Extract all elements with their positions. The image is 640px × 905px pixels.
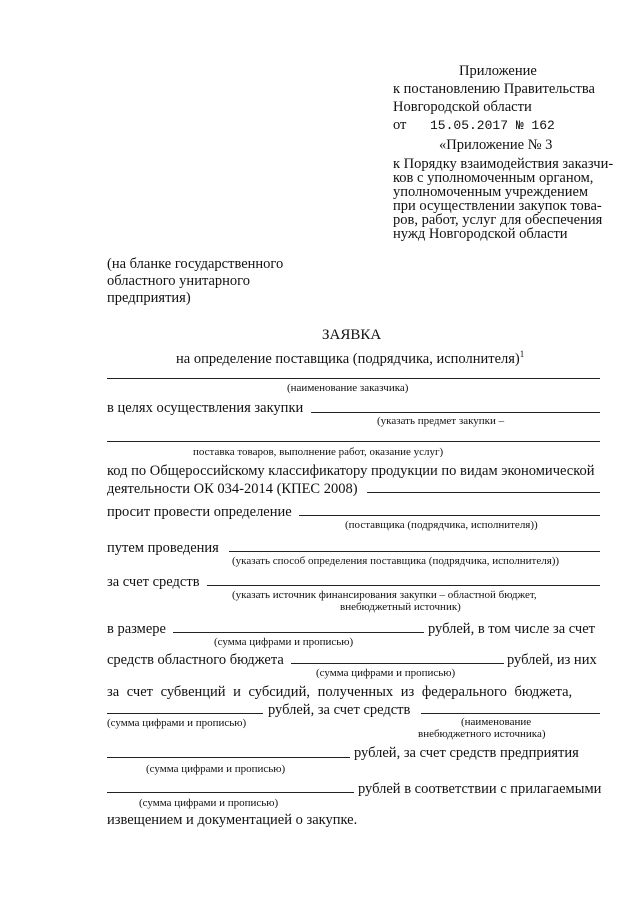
subject-underline-2 bbox=[107, 441, 600, 442]
okpd-underline bbox=[367, 492, 600, 493]
subject-hint: (указать предмет закупки – bbox=[377, 415, 505, 427]
funds-hint-2: внебюджетный источник) bbox=[340, 601, 461, 613]
decree-line: к постановлению Правительства bbox=[393, 81, 595, 97]
procedure-line: нужд Новгородской области bbox=[393, 226, 568, 242]
subject-underline bbox=[311, 412, 600, 413]
blank-note-line: (на бланке государственного bbox=[107, 256, 284, 272]
appendix-label: Приложение bbox=[459, 63, 537, 79]
blank-note-line: предприятия) bbox=[107, 290, 191, 306]
supplier-hint: (поставщика (подрядчика, исполнителя)) bbox=[345, 519, 538, 531]
customer-underline bbox=[107, 378, 600, 379]
from-label: от bbox=[393, 117, 407, 133]
method-underline bbox=[229, 551, 600, 552]
procedure-line: ров, работ, услуг для обеспечения bbox=[393, 212, 603, 228]
document-title: ЗАЯВКА bbox=[322, 327, 382, 343]
supplier-underline bbox=[299, 515, 600, 516]
regional-label: средств областного бюджета bbox=[107, 652, 284, 668]
blank-note-line: областного унитарного bbox=[107, 273, 250, 289]
okpd-line-1: код по Общероссийскому классификатору продукции по видам экономической bbox=[107, 463, 595, 479]
purpose-label: в целях осуществления закупки bbox=[107, 400, 304, 416]
subject-hint-2: поставка товаров, выполнение работ, оказание услуг) bbox=[193, 446, 444, 458]
funds-underline bbox=[207, 585, 600, 586]
procedure-line: к Порядку взаимодействия заказчи- bbox=[393, 156, 614, 172]
rub-from-label: рублей, за счет средств bbox=[268, 702, 411, 718]
subsidies-underline bbox=[107, 713, 263, 714]
amount-underline bbox=[173, 632, 424, 633]
customer-hint: (наименование заказчика) bbox=[287, 382, 409, 394]
procedure-line: уполномоченным учреждением bbox=[393, 184, 589, 200]
according-sum-hint: (сумма цифрами и прописью) bbox=[139, 797, 279, 809]
enterprise-tail: рублей, за счет средств предприятия bbox=[354, 745, 579, 761]
according-tail: рублей в соответствии с прилагаемыми bbox=[358, 781, 602, 797]
amount-tail: рублей, в том числе за счет bbox=[428, 621, 595, 637]
amount-sum-hint: (сумма цифрами и прописью) bbox=[214, 636, 354, 648]
funds-hint-1: (указать источник финансирования закупки – областной бюджет, bbox=[232, 589, 537, 601]
naming-hint-1: (наименование bbox=[461, 716, 532, 728]
subsidies-line: за счет субвенций и субсидий, полученных из федерального бюджета, bbox=[107, 684, 573, 700]
method-label: путем проведения bbox=[107, 540, 219, 556]
procedure-line: ков с уполномоченным органом, bbox=[393, 170, 594, 186]
regional-tail: рублей, из них bbox=[507, 652, 597, 668]
regional-sum-hint: (сумма цифрами и прописью) bbox=[316, 667, 456, 679]
regional-underline bbox=[291, 663, 504, 664]
closing-line: извещением и документацией о закупке. bbox=[107, 812, 358, 828]
enterprise-sum-hint: (сумма цифрами и прописью) bbox=[146, 763, 286, 775]
date-number: 15.05.2017 № 162 bbox=[430, 118, 555, 133]
subsidies-sum-hint: (сумма цифрами и прописью) bbox=[107, 717, 247, 729]
naming-hint-2: внебюджетного источника) bbox=[418, 728, 546, 740]
amount-label: в размере bbox=[107, 621, 166, 637]
document-subtitle: на определение поставщика (подрядчика, исполнителя)$^1$ bbox=[176, 349, 525, 367]
according-underline bbox=[107, 792, 354, 793]
procedure-line: при осуществлении закупок това- bbox=[393, 198, 602, 214]
method-hint: (указать способ определения поставщика (подрядчика, исполнителя)) bbox=[232, 555, 560, 567]
naming-underline bbox=[421, 713, 600, 714]
request-label: просит провести определение bbox=[107, 504, 292, 520]
funds-label: за счет средств bbox=[107, 574, 200, 590]
region-line: Новгородской области bbox=[393, 99, 532, 115]
appendix-3-label: «Приложение № 3 bbox=[439, 137, 553, 153]
footnote-mark: 1 bbox=[519, 349, 525, 359]
enterprise-underline bbox=[107, 757, 350, 758]
okpd-line-2: деятельности ОК 034-2014 (КПЕС 2008) bbox=[107, 481, 358, 497]
